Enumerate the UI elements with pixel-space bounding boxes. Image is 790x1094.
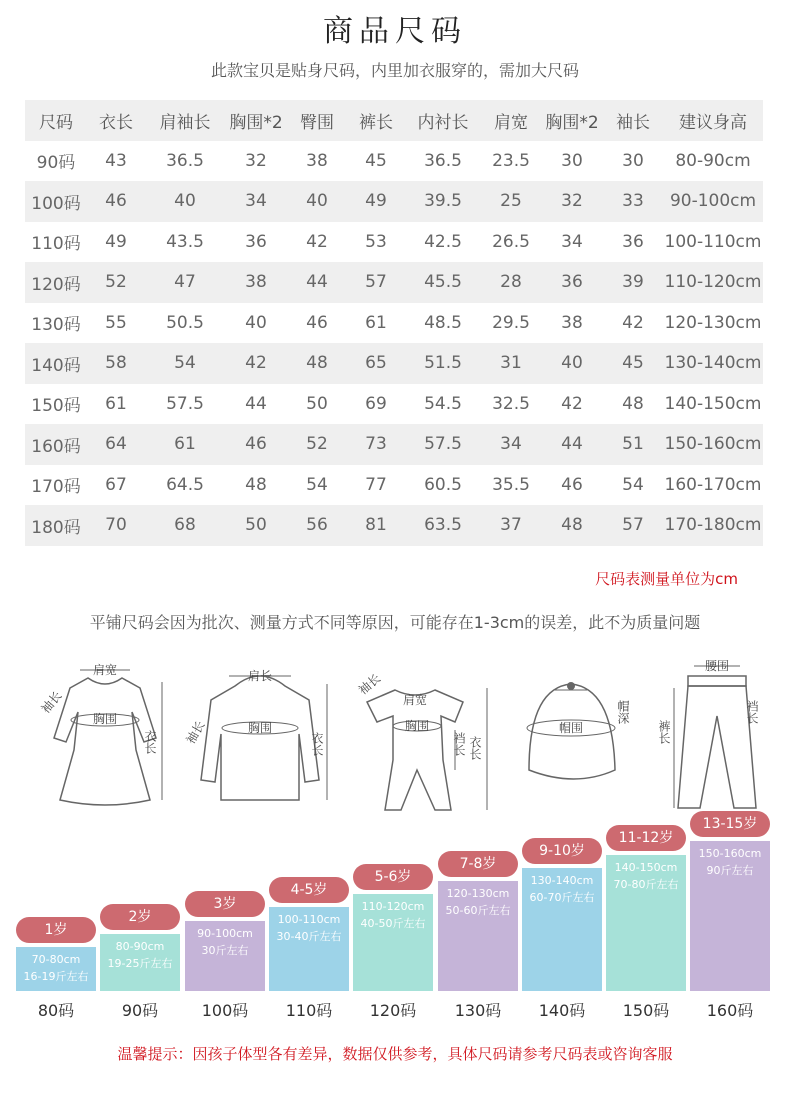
table-cell: 43.5	[166, 231, 204, 252]
table-cell: 53	[365, 231, 387, 252]
table-cell: 57	[365, 272, 387, 293]
size-block	[353, 894, 433, 991]
table-cell: 80-90cm	[675, 150, 751, 171]
svg-text:裆长: 裆长	[452, 732, 466, 756]
table-cell: 49	[105, 231, 127, 252]
size-block-text: 90-100cm	[197, 927, 253, 940]
size-block	[269, 907, 349, 991]
table-cell: 68	[174, 515, 196, 536]
table-cell: 45	[365, 150, 387, 171]
size-label: 140码	[538, 1001, 586, 1020]
svg-text:衣长: 衣长	[468, 736, 482, 760]
size-label: 120码	[369, 1001, 417, 1020]
table-cell: 140-150cm	[664, 393, 762, 414]
table-cell: 61	[105, 393, 127, 414]
table-cell: 52	[306, 434, 328, 455]
pants-icon	[657, 659, 770, 820]
table-cell: 36	[622, 231, 644, 252]
table-cell: 29.5	[492, 312, 530, 333]
age-badge: 3岁	[185, 891, 265, 917]
table-cell: 35.5	[492, 474, 530, 495]
table-header-cell: 肩宽	[494, 112, 528, 133]
size-block-text: 80-90cm	[115, 940, 165, 953]
table-row	[25, 222, 763, 263]
svg-text:衣长: 衣长	[143, 730, 157, 754]
table-cell: 73	[365, 434, 387, 455]
age-badge: 9-10岁	[522, 838, 602, 864]
size-label: 160码	[706, 1001, 754, 1020]
size-block-text: 60-70斤左右	[529, 891, 595, 904]
table-cell: 40	[174, 191, 196, 212]
age-badge: 2岁	[100, 904, 180, 930]
table-cell: 50	[306, 393, 328, 414]
table-cell: 34	[245, 191, 267, 212]
size-block-text: 150-160cm	[698, 847, 762, 860]
page-title: 商品尺码	[323, 14, 467, 49]
table-header-cell: 袖长	[616, 112, 650, 133]
table-cell: 48	[306, 353, 328, 374]
table-cell: 40	[306, 191, 328, 212]
table-cell: 130-140cm	[664, 353, 762, 374]
table-row	[25, 465, 763, 506]
table-cell: 44	[561, 434, 583, 455]
table-cell: 36.5	[166, 150, 204, 171]
table-cell: 81	[365, 515, 387, 536]
table-cell: 46	[245, 434, 267, 455]
table-cell: 26.5	[492, 231, 530, 252]
table-cell: 90-100cm	[669, 191, 757, 212]
svg-text:裤长: 裤长	[657, 720, 671, 744]
svg-text:衣长: 衣长	[310, 732, 324, 756]
table-cell: 30	[622, 150, 644, 171]
svg-text:裆长: 裆长	[745, 700, 759, 724]
svg-text:帽深: 帽深	[616, 700, 630, 724]
table-cell: 50	[245, 515, 267, 536]
table-cell: 36	[561, 272, 583, 293]
table-header-cell: 衣长	[99, 112, 133, 133]
age-badge: 7-8岁	[438, 851, 518, 877]
table-cell: 100-110cm	[664, 231, 762, 252]
table-cell: 25	[500, 191, 522, 212]
table-cell: 58	[105, 353, 127, 374]
table-cell: 65	[365, 353, 387, 374]
table-cell: 63.5	[424, 515, 462, 536]
size-block	[100, 934, 180, 991]
table-cell: 48.5	[424, 312, 462, 333]
page-subtitle: 此款宝贝是贴身尺码，内里加衣服穿的，需加大尺码	[210, 61, 579, 80]
table-cell: 48	[622, 393, 644, 414]
size-block-text: 16-19斤左右	[23, 970, 89, 983]
svg-text:肩长: 肩长	[247, 669, 273, 683]
table-row	[25, 424, 763, 465]
table-cell: 42	[622, 312, 644, 333]
table-cell: 39.5	[424, 191, 462, 212]
table-cell: 160-170cm	[664, 474, 762, 495]
age-badge: 4-5岁	[269, 877, 349, 903]
table-cell: 32.5	[492, 393, 530, 414]
table-cell: 46	[561, 474, 583, 495]
size-label: 100码	[201, 1001, 249, 1020]
size-block	[16, 947, 96, 991]
size-block	[606, 855, 686, 991]
table-cell: 57.5	[166, 393, 204, 414]
hoodie-icon	[185, 660, 335, 820]
table-cell: 48	[245, 474, 267, 495]
unit-note: 尺码表测量单位为cm	[595, 570, 738, 588]
dress-icon	[40, 660, 170, 820]
table-cell: 55	[105, 312, 127, 333]
table-cell: 120-130cm	[664, 312, 762, 333]
size-block-text: 19-25斤左右	[107, 957, 173, 970]
svg-text:袖长: 袖长	[183, 718, 208, 747]
age-badge: 1岁	[16, 917, 96, 943]
svg-text:肩宽: 肩宽	[92, 663, 118, 677]
size-block-text: 70-80cm	[31, 953, 81, 966]
table-cell: 150码	[31, 396, 81, 417]
table-row	[25, 384, 763, 425]
table-cell: 28	[500, 272, 522, 293]
table-cell: 34	[561, 231, 583, 252]
table-header-row	[25, 100, 763, 141]
table-cell: 54.5	[424, 393, 462, 414]
table-cell: 130码	[31, 315, 81, 336]
table-cell: 42	[306, 231, 328, 252]
size-block-text: 120-130cm	[446, 887, 510, 900]
size-block-text: 100-110cm	[277, 913, 341, 926]
table-row	[25, 262, 763, 303]
svg-text:袖长: 袖长	[355, 671, 384, 698]
table-row	[25, 141, 763, 182]
table-cell: 44	[306, 272, 328, 293]
size-label: 150码	[622, 1001, 670, 1020]
table-cell: 32	[245, 150, 267, 171]
table-header-cell: 胸围*2	[229, 112, 283, 133]
table-cell: 67	[105, 474, 127, 495]
size-block-text: 30-40斤左右	[276, 930, 342, 943]
table-header-cell: 胸围*2	[545, 112, 599, 133]
table-cell: 57	[622, 515, 644, 536]
table-cell: 51	[622, 434, 644, 455]
table-cell: 34	[500, 434, 522, 455]
table-header-cell: 裤长	[359, 112, 393, 133]
table-cell: 70	[105, 515, 127, 536]
table-row	[25, 343, 763, 384]
table-cell: 38	[306, 150, 328, 171]
table-cell: 44	[245, 393, 267, 414]
table-cell: 52	[105, 272, 127, 293]
table-header-cell: 建议身高	[679, 112, 747, 133]
table-cell: 90码	[36, 153, 76, 174]
table-header-cell: 肩袖长	[159, 112, 211, 133]
age-badge: 11-12岁	[606, 825, 686, 851]
table-cell: 45.5	[424, 272, 462, 293]
romper-icon	[355, 660, 495, 820]
table-row	[25, 303, 763, 344]
table-cell: 46	[306, 312, 328, 333]
table-cell: 36	[245, 231, 267, 252]
table-cell: 42.5	[424, 231, 462, 252]
age-badge: 13-15岁	[690, 811, 770, 837]
table-cell: 140码	[31, 355, 81, 376]
table-cell: 40	[245, 312, 267, 333]
svg-text:肩宽: 肩宽	[402, 693, 428, 707]
table-header-cell: 内衬长	[417, 112, 469, 133]
table-cell: 54	[306, 474, 328, 495]
table-cell: 48	[561, 515, 583, 536]
table-cell: 30	[561, 150, 583, 171]
table-cell: 60.5	[424, 474, 462, 495]
table-cell: 56	[306, 515, 328, 536]
table-cell: 57.5	[424, 434, 462, 455]
size-block-text: 130-140cm	[530, 874, 594, 887]
table-cell: 160码	[31, 436, 81, 457]
size-block	[690, 841, 770, 991]
table-cell: 54	[174, 353, 196, 374]
warm-tip: 温馨提示：因孩子体型各有差异，数据仅供参考，具体尺码请参考尺码表或咨询客服	[117, 1045, 673, 1063]
size-block-text: 40-50斤左右	[360, 917, 426, 930]
size-block-text: 30斤左右	[201, 944, 249, 957]
table-cell: 38	[245, 272, 267, 293]
table-header-cell: 臀围	[300, 112, 334, 133]
table-cell: 50.5	[166, 312, 204, 333]
table-cell: 180码	[31, 517, 81, 538]
size-label: 80码	[37, 1001, 75, 1020]
table-cell: 31	[500, 353, 522, 374]
table-cell: 42	[561, 393, 583, 414]
size-block	[185, 921, 265, 991]
table-cell: 100码	[31, 193, 81, 214]
table-cell: 110-120cm	[664, 272, 762, 293]
table-cell: 37	[500, 515, 522, 536]
table-header-cell: 尺码	[39, 112, 73, 133]
table-cell: 54	[622, 474, 644, 495]
age-badge: 5-6岁	[353, 864, 433, 890]
table-cell: 150-160cm	[664, 434, 762, 455]
size-block-text: 140-150cm	[614, 861, 678, 874]
table-cell: 77	[365, 474, 387, 495]
table-cell: 69	[365, 393, 387, 414]
table-cell: 49	[365, 191, 387, 212]
table-cell: 170-180cm	[664, 515, 762, 536]
table-cell: 64.5	[166, 474, 204, 495]
cap-icon	[515, 660, 645, 820]
svg-text:腰围: 腰围	[704, 659, 730, 673]
table-cell: 45	[622, 353, 644, 374]
table-cell: 61	[365, 312, 387, 333]
svg-text:袖长: 袖长	[38, 688, 65, 717]
size-table	[25, 100, 763, 546]
svg-text:胸围: 胸围	[247, 721, 273, 735]
table-cell: 46	[105, 191, 127, 212]
size-label: 110码	[285, 1001, 333, 1020]
table-cell: 64	[105, 434, 127, 455]
svg-text:帽围: 帽围	[558, 721, 584, 735]
size-block-text: 70-80斤左右	[613, 878, 679, 891]
size-block	[522, 868, 602, 991]
table-cell: 120码	[31, 274, 81, 295]
table-cell: 47	[174, 272, 196, 293]
size-block-text: 90斤左右	[706, 864, 754, 877]
table-cell: 23.5	[492, 150, 530, 171]
table-row	[25, 181, 763, 222]
table-cell: 43	[105, 150, 127, 171]
svg-text:胸围: 胸围	[92, 712, 118, 726]
table-cell: 40	[561, 353, 583, 374]
size-block	[438, 881, 518, 991]
table-cell: 32	[561, 191, 583, 212]
size-block-text: 110-120cm	[361, 900, 425, 913]
svg-text:胸围: 胸围	[404, 719, 430, 733]
error-note: 平铺尺码会因为批次、测量方式不同等原因，可能存在1-3cm的误差，此不为质量问题	[89, 613, 701, 632]
table-cell: 39	[622, 272, 644, 293]
table-cell: 51.5	[424, 353, 462, 374]
size-label: 90码	[121, 1001, 159, 1020]
size-label: 130码	[454, 1001, 502, 1020]
table-cell: 110码	[31, 234, 81, 255]
table-cell: 38	[561, 312, 583, 333]
table-row	[25, 505, 763, 546]
table-cell: 61	[174, 434, 196, 455]
size-block-text: 50-60斤左右	[445, 904, 511, 917]
table-cell: 33	[622, 191, 644, 212]
table-cell: 170码	[31, 477, 81, 498]
table-cell: 42	[245, 353, 267, 374]
table-cell: 36.5	[424, 150, 462, 171]
